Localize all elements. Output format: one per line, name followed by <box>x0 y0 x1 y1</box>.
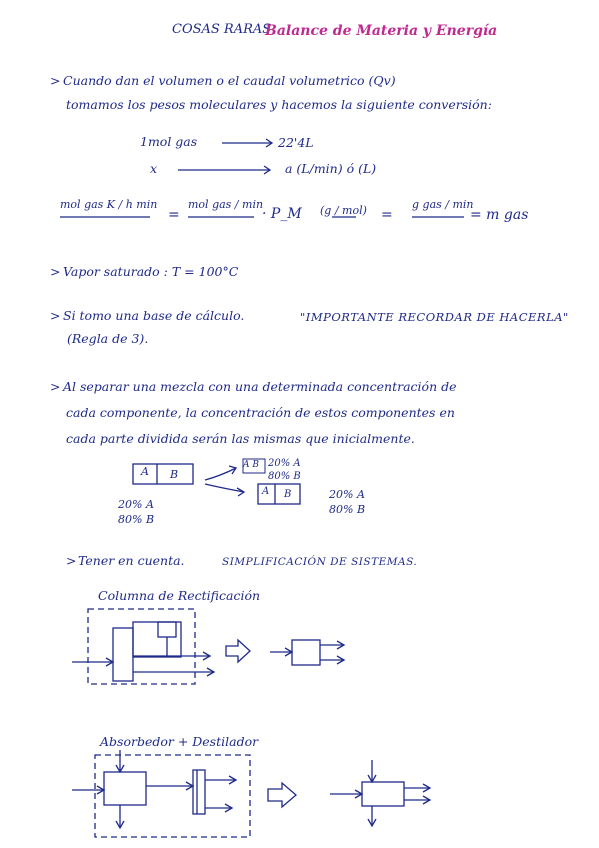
top-stream-box: A B <box>243 460 259 470</box>
conversion-2-right: a (L/min) ó (L) <box>285 161 377 176</box>
page-title: COSAS RARAS <box>172 22 272 37</box>
bullet-4: > <box>50 379 61 394</box>
separation-note-line-1: Al separar una mezcla con una determinada concentración de <box>63 379 457 394</box>
calculation-base-caps: "IMPORTANTE RECORDAR DE HACERLA" <box>300 310 569 324</box>
saturated-vapor-note: Vapor saturado : T = 100°C <box>63 264 239 279</box>
formula-equals-2: = <box>381 207 393 223</box>
simplification-caps: SIMPLIFICACIÓN DE SISTEMAS. <box>222 556 418 568</box>
conversion-1-right: 22'4L <box>278 135 314 150</box>
feed-conc-a: 20% A <box>118 498 154 511</box>
bullet-2: > <box>50 264 61 279</box>
rectification-column-label: Columna de Rectificación <box>98 588 261 603</box>
formula-term-d: g gas / min <box>412 198 474 211</box>
formula-term-b: mol gas / min <box>188 198 264 211</box>
bullet-3: > <box>50 308 61 323</box>
conversion-1-left: 1mol gas <box>140 134 198 149</box>
simplification-lead: Tener en cuenta. <box>78 553 185 568</box>
rule-of-three-note: (Regla de 3). <box>67 331 149 346</box>
formula-term-a: mol gas K / h min <box>60 198 158 211</box>
feed-conc-b: 80% B <box>118 513 155 526</box>
mixture-box-a: A <box>141 465 149 478</box>
bottom-stream-conc-a: 20% A <box>329 488 365 501</box>
top-stream-conc-b: 80% B <box>268 471 301 482</box>
volume-note-line-2: tomamos los pesos moleculares y hacemos la siguiente conversión: <box>66 97 492 112</box>
separation-note-line-2: cada componente, la concentración de estos componentes en <box>66 405 455 420</box>
page-subtitle: Balance de Materia y Energía <box>265 23 498 39</box>
bullet-1: > <box>50 73 61 88</box>
formula-term-e: = m gas <box>470 207 529 223</box>
calculation-base-note: Si tomo una base de cálculo. <box>63 308 245 323</box>
bottom-stream-box-a: A <box>262 486 270 497</box>
bullet-5: > <box>66 553 77 568</box>
top-stream-conc-a: 20% A <box>268 458 301 469</box>
volume-note-line-1: Cuando dan el volumen o el caudal volumetrico (Qv) <box>63 73 396 88</box>
formula-term-c: (g / mol) <box>320 204 367 217</box>
bottom-stream-box-b: B <box>284 489 292 500</box>
formula-equals-1: = <box>168 207 180 223</box>
absorber-distiller-label: Absorbedor + Destilador <box>100 734 259 749</box>
conversion-2-left: x <box>150 161 158 176</box>
formula-molar-mass: · P_M <box>262 206 302 222</box>
mixture-box-b: B <box>170 468 179 481</box>
bottom-stream-conc-b: 80% B <box>329 503 366 516</box>
separation-note-line-3: cada parte dividida serán las mismas que inicialmente. <box>66 431 415 446</box>
